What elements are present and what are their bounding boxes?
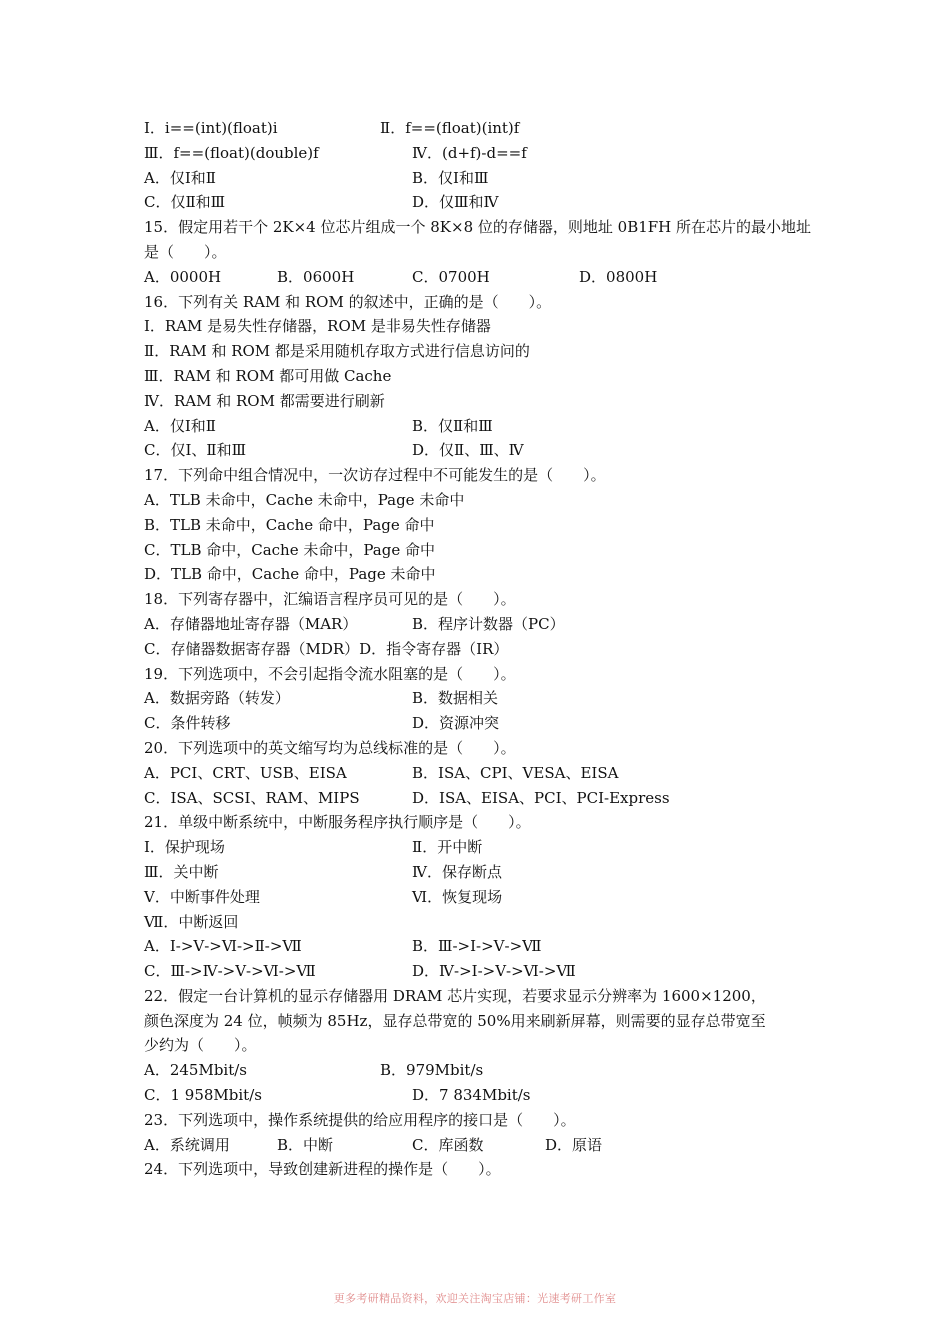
q21-answer-row-2 [144,959,824,984]
q19-answer-d: D．资源冲突 [412,714,500,733]
q14-option-i: Ⅰ．i==(int)(float)i [144,119,278,137]
q17-answer-d: D．TLB 命中，Cache 命中，Page 未命中 [144,565,436,584]
q20-answer-c: C．ISA、SCSI、RAM、MIPS [144,788,360,807]
q22-stem-line-3: 少约为（ ）。 [144,1036,257,1055]
q15-answer-row [144,265,824,290]
q20-answer-d: D．ISA、EISA、PCI、PCI-Express [412,788,670,807]
q17-answer-b: B．TLB 未命中，Cache 命中，Page 命中 [144,515,435,534]
footer-watermark: 更多考研精品资料，欢迎关注淘宝店铺：光速考研工作室 [333,1292,617,1305]
q14-answer-b: B．仅Ⅰ和Ⅲ [412,168,489,187]
q19-answer-b: B．数据相关 [412,689,499,708]
q16-stem: 16．下列有关 RAM 和 ROM 的叙述中，正确的是（ ）。 [144,292,552,311]
q21-answer-d: D．Ⅳ->Ⅰ->Ⅴ->Ⅵ->Ⅶ [412,962,576,981]
q16-answer-row-2 [144,438,824,463]
q17-answer-a: A．TLB 未命中，Cache 未命中，Page 未命中 [144,490,465,509]
q16-item-i: Ⅰ．RAM 是易失性存储器，ROM 是非易失性存储器 [144,317,491,336]
q21-answer-c: C．Ⅲ->Ⅳ->Ⅴ->Ⅵ->Ⅶ [144,962,316,981]
q14-option-row-2 [144,141,824,166]
q22-answer-b: B．979Mbit/s [380,1061,484,1080]
q23-answer-row [144,1133,824,1158]
q23-answer-c: C．库函数 [412,1135,484,1154]
q18-answer-cd: C．存储器数据寄存器（MDR）D．指令寄存器（IR） [144,639,509,658]
q20-answer-a: A．PCI、CRT、USB、EISA [144,763,347,782]
q14-answer-d: D．仅Ⅲ和Ⅳ [412,193,499,212]
q21-item-row-3 [144,885,824,910]
q18-stem: 18．下列寄存器中，汇编语言程序员可见的是（ ）。 [144,590,516,609]
q21-answer-b: B．Ⅲ->Ⅰ->Ⅴ->Ⅶ [412,937,542,956]
q21-answer-row-1 [144,934,824,959]
q22-answer-d: D．7 834Mbit/s [412,1086,531,1105]
question-content [144,116,824,1182]
q22-stem-line-1: 22．假定一台计算机的显示存储器用 DRAM 芯片实现，若要求显示分辨率为 1600×1200， [144,986,766,1005]
q20-answer-b: B．ISA、CPI、VESA、EISA [412,763,619,782]
q24-stem: 24．下列选项中，导致创建新进程的操作是（ ）。 [144,1160,501,1179]
q22-stem-line-2: 颜色深度为 24 位，帧频为 85Hz，显存总带宽的 50%用来刷新屏幕，则需要的显存总带宽至 [144,1011,766,1030]
q16-answer-row-1 [144,414,824,439]
q19-answer-row-1 [144,686,824,711]
q19-stem: 19．下列选项中，不会引起指令流水阻塞的是（ ）。 [144,664,516,683]
q21-item-iv: Ⅳ．保存断点 [412,862,502,881]
q23-answer-d: D．原语 [545,1135,603,1154]
q21-item-vii: Ⅶ．中断返回 [144,912,239,931]
q16-item-iv: Ⅳ．RAM 和 ROM 都需要进行刷新 [144,391,385,410]
q21-item-iii: Ⅲ．关中断 [144,862,219,881]
q19-answer-row-2 [144,711,824,736]
q16-answer-a: A．仅Ⅰ和Ⅱ [144,416,216,435]
q19-answer-c: C．条件转移 [144,714,231,733]
q18-answer-b: B．程序计数器（PC） [412,614,565,633]
q21-item-i: Ⅰ．保护现场 [144,838,225,857]
q22-answer-a: A．245Mbit/s [144,1061,248,1080]
q22-answer-row-2 [144,1083,824,1108]
q16-item-iii: Ⅲ．RAM 和 ROM 都可用做 Cache [144,366,392,385]
q15-answer-d: D．0800H [579,267,658,286]
q14-answer-row-1 [144,166,824,191]
q14-option-iv: Ⅳ．(d+f)-d==f [412,143,527,162]
q21-item-row-2 [144,860,824,885]
q14-answer-row-2 [144,190,824,215]
q23-answer-a: A．系统调用 [144,1135,230,1154]
q21-item-row-1 [144,835,824,860]
q20-answer-row-2 [144,786,824,811]
q21-answer-a: A．Ⅰ->Ⅴ->Ⅵ->Ⅱ->Ⅶ [144,937,302,956]
q15-stem: 15．假定用若干个 2K×4 位芯片组成一个 8K×8 位的存储器，则地址 0B1FH 所在芯片的最小地址是（ ）。 [144,218,812,261]
q14-option-row-1 [144,116,824,141]
q20-stem: 20．下列选项中的英文缩写均为总线标准的是（ ）。 [144,738,516,757]
q18-answer-row-1 [144,612,824,637]
q16-answer-c: C．仅Ⅰ、Ⅱ和Ⅲ [144,441,247,460]
q14-answer-a: A．仅Ⅰ和Ⅱ [144,168,216,187]
q21-stem: 21．单级中断系统中，中断服务程序执行顺序是（ ）。 [144,813,531,832]
q15-answer-c: C．0700H [412,267,490,286]
q23-stem: 23．下列选项中，操作系统提供的给应用程序的接口是（ ）。 [144,1110,576,1129]
q18-answer-a: A．存储器地址寄存器（MAR） [144,614,358,633]
q16-answer-d: D．仅Ⅱ、Ⅲ、Ⅳ [412,441,524,460]
q19-answer-a: A．数据旁路（转发） [144,689,290,708]
q23-answer-b: B．中断 [277,1135,334,1154]
q22-answer-c: C．1 958Mbit/s [144,1086,262,1105]
q22-answer-row-1 [144,1058,824,1083]
q20-answer-row-1 [144,761,824,786]
q14-option-iii: Ⅲ．f==(float)(double)f [144,143,319,162]
q14-answer-c: C．仅Ⅱ和Ⅲ [144,193,226,212]
q21-item-ii: Ⅱ．开中断 [412,838,483,857]
q21-item-vi: Ⅵ．恢复现场 [412,887,503,906]
q21-item-v: Ⅴ．中断事件处理 [144,887,260,906]
q15-answer-b: B．0600H [277,267,355,286]
q17-stem: 17．下列命中组合情况中，一次访存过程中不可能发生的是（ ）。 [144,466,606,485]
q16-answer-b: B．仅Ⅱ和Ⅲ [412,416,493,435]
q14-option-ii: Ⅱ．f==(float)(int)f [380,119,520,137]
q15-answer-a: A．0000H [144,267,222,286]
q17-answer-c: C．TLB 命中，Cache 未命中，Page 命中 [144,540,435,559]
q16-item-ii: Ⅱ．RAM 和 ROM 都是采用随机存取方式进行信息访问的 [144,342,530,361]
